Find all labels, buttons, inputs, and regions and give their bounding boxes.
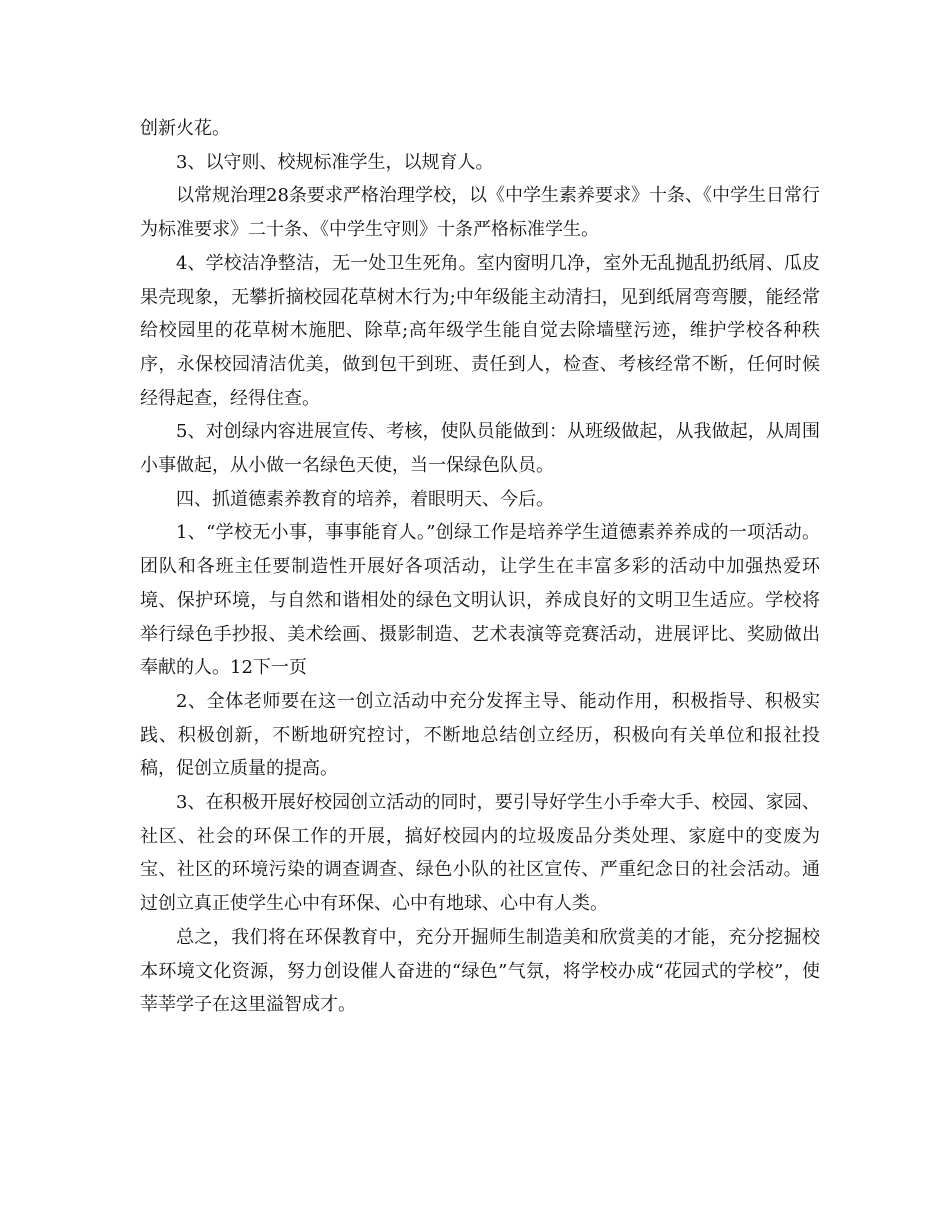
paragraph-conclusion: 总之，我们将在环保教育中，充分开掘师生制造美和欣赏美的才能，充分挖掘校本环境文化资源，努力创设催人奋进的“绿色”气氛，将学校办成“花园式的学校”，使莘莘学子在这里溢智成才。 xyxy=(140,926,820,1016)
paragraph-item-3-community: 3、在积极开展好校园创立活动的同时，要引导好学生小手牵大手、校园、家园、社区、社会的环保工作的开展，搞好校园内的垃圾废品分类处理、家庭中的变废为宝、社区的环境污染的调查调查、绿色小队的社区宣传、严重纪念日的社会活动。通过创立真正使学生心中有环保、心中有地球、心中有人类。 xyxy=(140,792,820,915)
paragraph-item-1-activities: 1、“学校无小事，事事能育人。”创绿工作是培养学生道德素养养成的一项活动。团队和各班主任要制造性开展好各项活动，让学生在丰富多彩的活动中加强热爱环境、保护环境，与自然和谐相处的绿色文明认识，养成良好的文明卫生适应。学校将举行绿色手抄报、美术绘画、摄影制造、艺术表演等竞赛活动，进展评比、奖励做出奉献的人。12下一页 xyxy=(140,522,820,679)
document-body xyxy=(140,112,820,1022)
paragraph-item-4-cleanliness: 4、学校洁净整洁，无一处卫生死角。室内窗明几净，室外无乱抛乱扔纸屑、瓜皮果壳现象，无攀折摘校园花草树木行为;中年级能主动清扫，见到纸屑弯弯腰，能经常给校园里的花草树木施肥、除草;高年级学生能自觉去除墙壁污迹，维护学校各种秩序，永保校园清洁优美，做到包干到班、责任到人，检查、考核经常不断，任何时候经得起查，经得住查。 xyxy=(140,252,820,409)
paragraph-item-3-rules: 3、以守则、校规标准学生，以规育人。 xyxy=(176,151,494,173)
paragraph-regulations: 以常规治理28条要求严格治理学校，以《中学生素养要求》十条、《中学生日常行为标准要求》二十条、《中学生守则》十条严格标准学生。 xyxy=(140,185,820,241)
paragraph-continuation: 创新火花。 xyxy=(140,118,230,139)
paragraph-item-5-promotion: 5、对创绿内容进展宣传、考核，使队员能做到：从班级做起，从我做起，从周围小事做起，从小做一名绿色天使，当一保绿色队员。 xyxy=(140,421,820,477)
section-heading-moral-education: 四、抓道德素养教育的培养，着眼明天、今后。 xyxy=(176,488,554,510)
paragraph-item-2-teachers: 2、全体老师要在这一创立活动中充分发挥主导、能动作用，积极指导、积极实践、积极创新，不断地研究控讨，不断地总结创立经历，积极向有关单位和报社投稿，促创立质量的提高。 xyxy=(140,690,820,780)
